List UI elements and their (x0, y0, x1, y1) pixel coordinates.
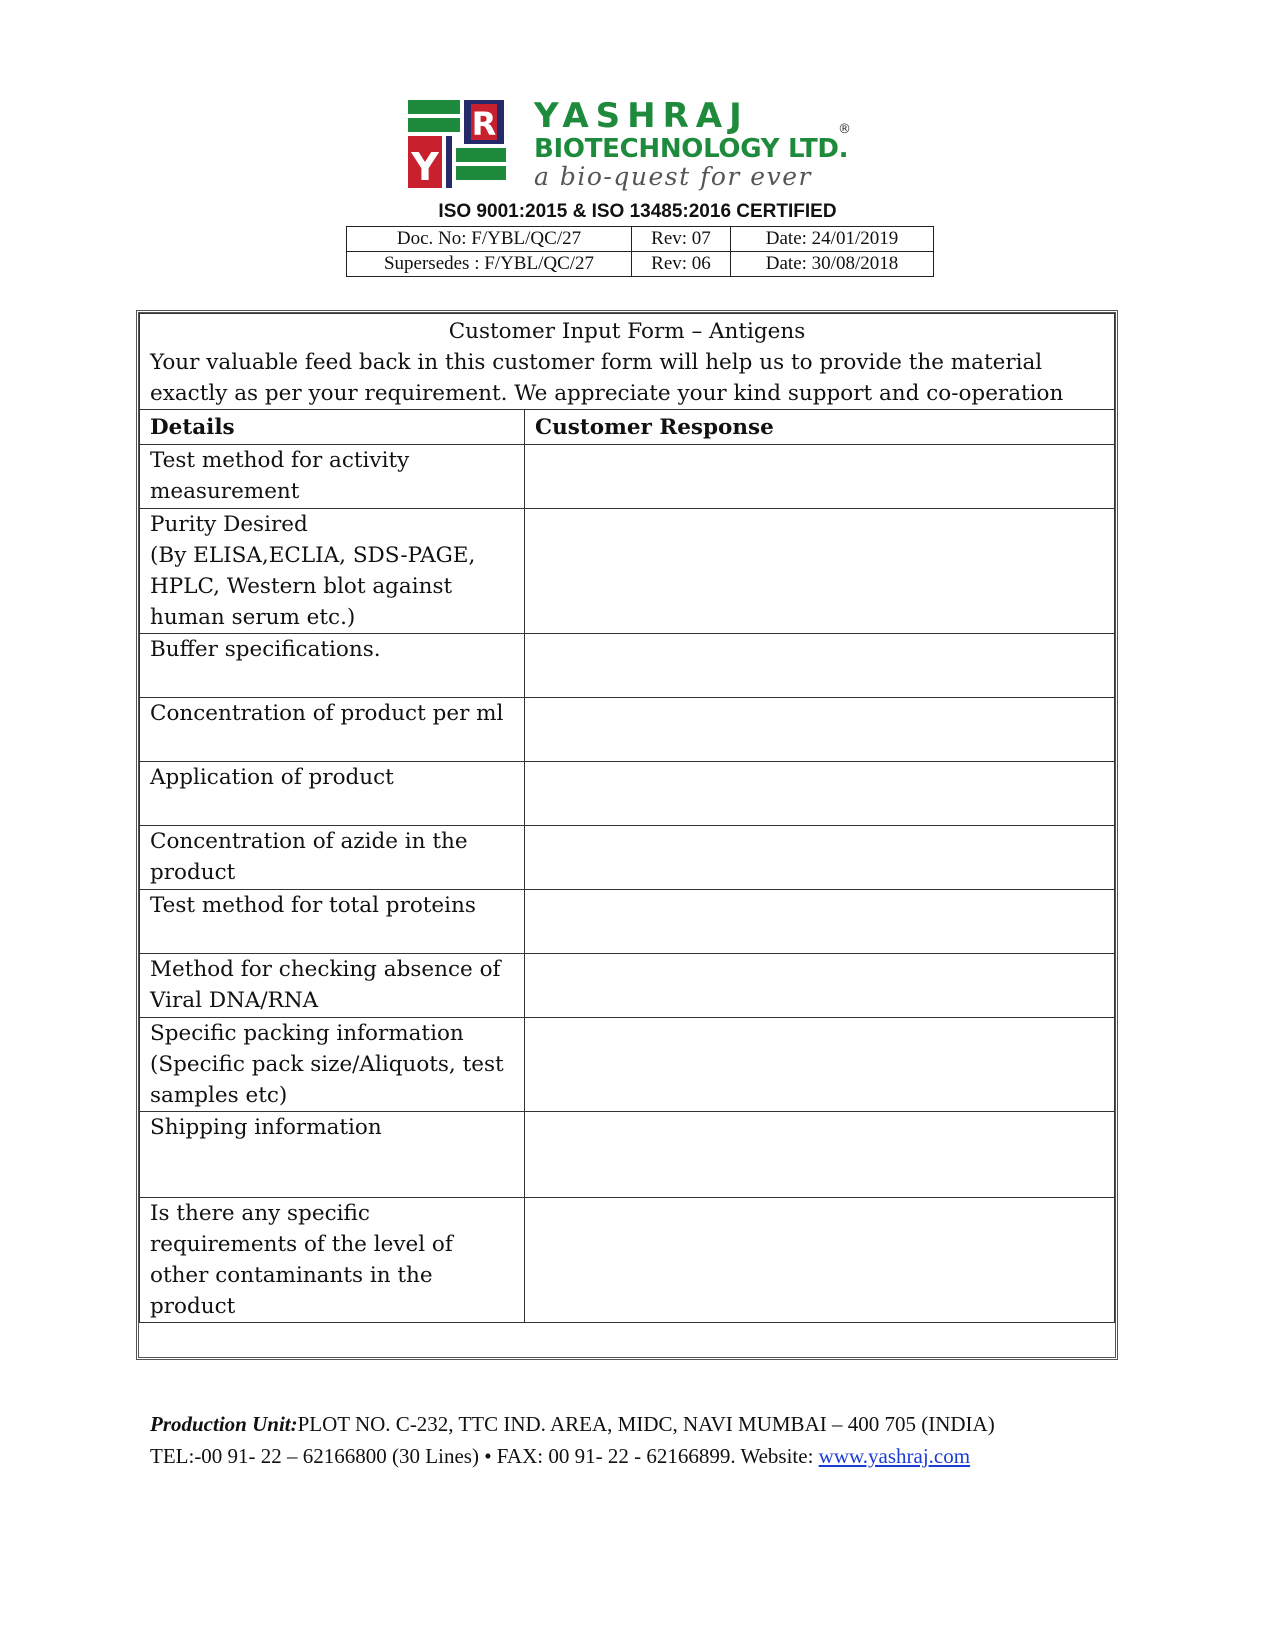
form-row (140, 890, 1115, 954)
column-header-customer-response: Customer Response (525, 410, 1115, 445)
response-cell[interactable] (525, 890, 1115, 954)
detail-label: Specific packing information (Specific pack size/Aliquots, test samples etc) (140, 1018, 525, 1112)
detail-label: Concentration of azide in the product (140, 826, 525, 890)
detail-label: Shipping information (140, 1112, 525, 1198)
doc-control-row (347, 227, 934, 252)
revision: Rev: 07 (632, 227, 731, 252)
form-intro-cell (140, 314, 1115, 410)
logo-letter-r: R (471, 105, 497, 143)
form-row (140, 1198, 1115, 1323)
revision-date: Date: 24/01/2019 (731, 227, 934, 252)
page-footer (150, 1408, 995, 1472)
yashraj-logo-mark (408, 100, 508, 188)
form-title: Customer Input Form – Antigens (448, 319, 806, 344)
form-row (140, 698, 1115, 762)
supersedes-revision: Rev: 06 (632, 252, 731, 277)
production-unit-address: PLOT NO. C-232, TTC IND. AREA, MIDC, NAVI MUMBAI – 400 705 (INDIA) (297, 1412, 995, 1436)
form-row (140, 762, 1115, 826)
response-cell[interactable] (525, 1198, 1115, 1323)
column-header-details: Details (140, 410, 525, 445)
detail-label: Concentration of product per ml (140, 698, 525, 762)
response-cell[interactable] (525, 1018, 1115, 1112)
response-cell[interactable] (525, 698, 1115, 762)
form-row (140, 634, 1115, 698)
supersedes-date: Date: 30/08/2018 (731, 252, 934, 277)
certification-line: ISO 9001:2015 & ISO 13485:2016 CERTIFIED (438, 201, 837, 222)
response-cell[interactable] (525, 634, 1115, 698)
response-cell[interactable] (525, 954, 1115, 1018)
form-header-row (140, 410, 1115, 445)
detail-label: Buffer specifications. (140, 634, 525, 698)
form-intro-text: Your valuable feed back in this customer form will help us to provide the material exactly as per your requirement. We appreciate your kind support and co-operation (150, 350, 1064, 406)
detail-label: Test method for total proteins (140, 890, 525, 954)
brand-name: YASHRAJ (534, 96, 749, 136)
form-row (140, 826, 1115, 890)
registered-mark: ® (838, 122, 851, 137)
doc-control-row (347, 252, 934, 277)
response-cell[interactable] (525, 826, 1115, 890)
brand-subtitle: BIOTECHNOLOGY LTD. (534, 134, 849, 164)
response-cell[interactable] (525, 445, 1115, 509)
form-row (140, 445, 1115, 509)
form-row (140, 1018, 1115, 1112)
form-row (140, 1112, 1115, 1198)
detail-label: Application of product (140, 762, 525, 826)
company-logo (408, 96, 868, 192)
production-unit-label: Production Unit: (150, 1412, 298, 1436)
customer-input-form (139, 313, 1115, 1323)
form-row (140, 509, 1115, 634)
brand-tagline: a bio-quest for ever (534, 162, 812, 191)
detail-label: Method for checking absence of Viral DNA/RNA (140, 954, 525, 1018)
contact-details: TEL:-00 91- 22 – 62166800 (30 Lines) • FAX: 00 91- 22 - 62166899. Website: (150, 1444, 819, 1468)
supersedes-doc: Supersedes : F/YBL/QC/27 (347, 252, 632, 277)
detail-label: Purity Desired (By ELISA,ECLIA, SDS-PAGE, HPLC, Western blot against human serum etc.) (140, 509, 525, 634)
detail-label: Is there any specific requirements of the level of other contaminants in the product (140, 1198, 525, 1323)
website-link[interactable]: www.yashraj.com (818, 1444, 971, 1468)
form-row (140, 954, 1115, 1018)
document-control-table (346, 226, 934, 277)
detail-label: Test method for activity measurement (140, 445, 525, 509)
footer-contact-line (150, 1440, 995, 1472)
response-cell[interactable] (525, 509, 1115, 634)
footer-address-line (150, 1408, 995, 1440)
form-intro-row (140, 314, 1115, 410)
logo-letter-y: Y (411, 145, 439, 188)
response-cell[interactable] (525, 1112, 1115, 1198)
doc-number: Doc. No: F/YBL/QC/27 (347, 227, 632, 252)
response-cell[interactable] (525, 762, 1115, 826)
